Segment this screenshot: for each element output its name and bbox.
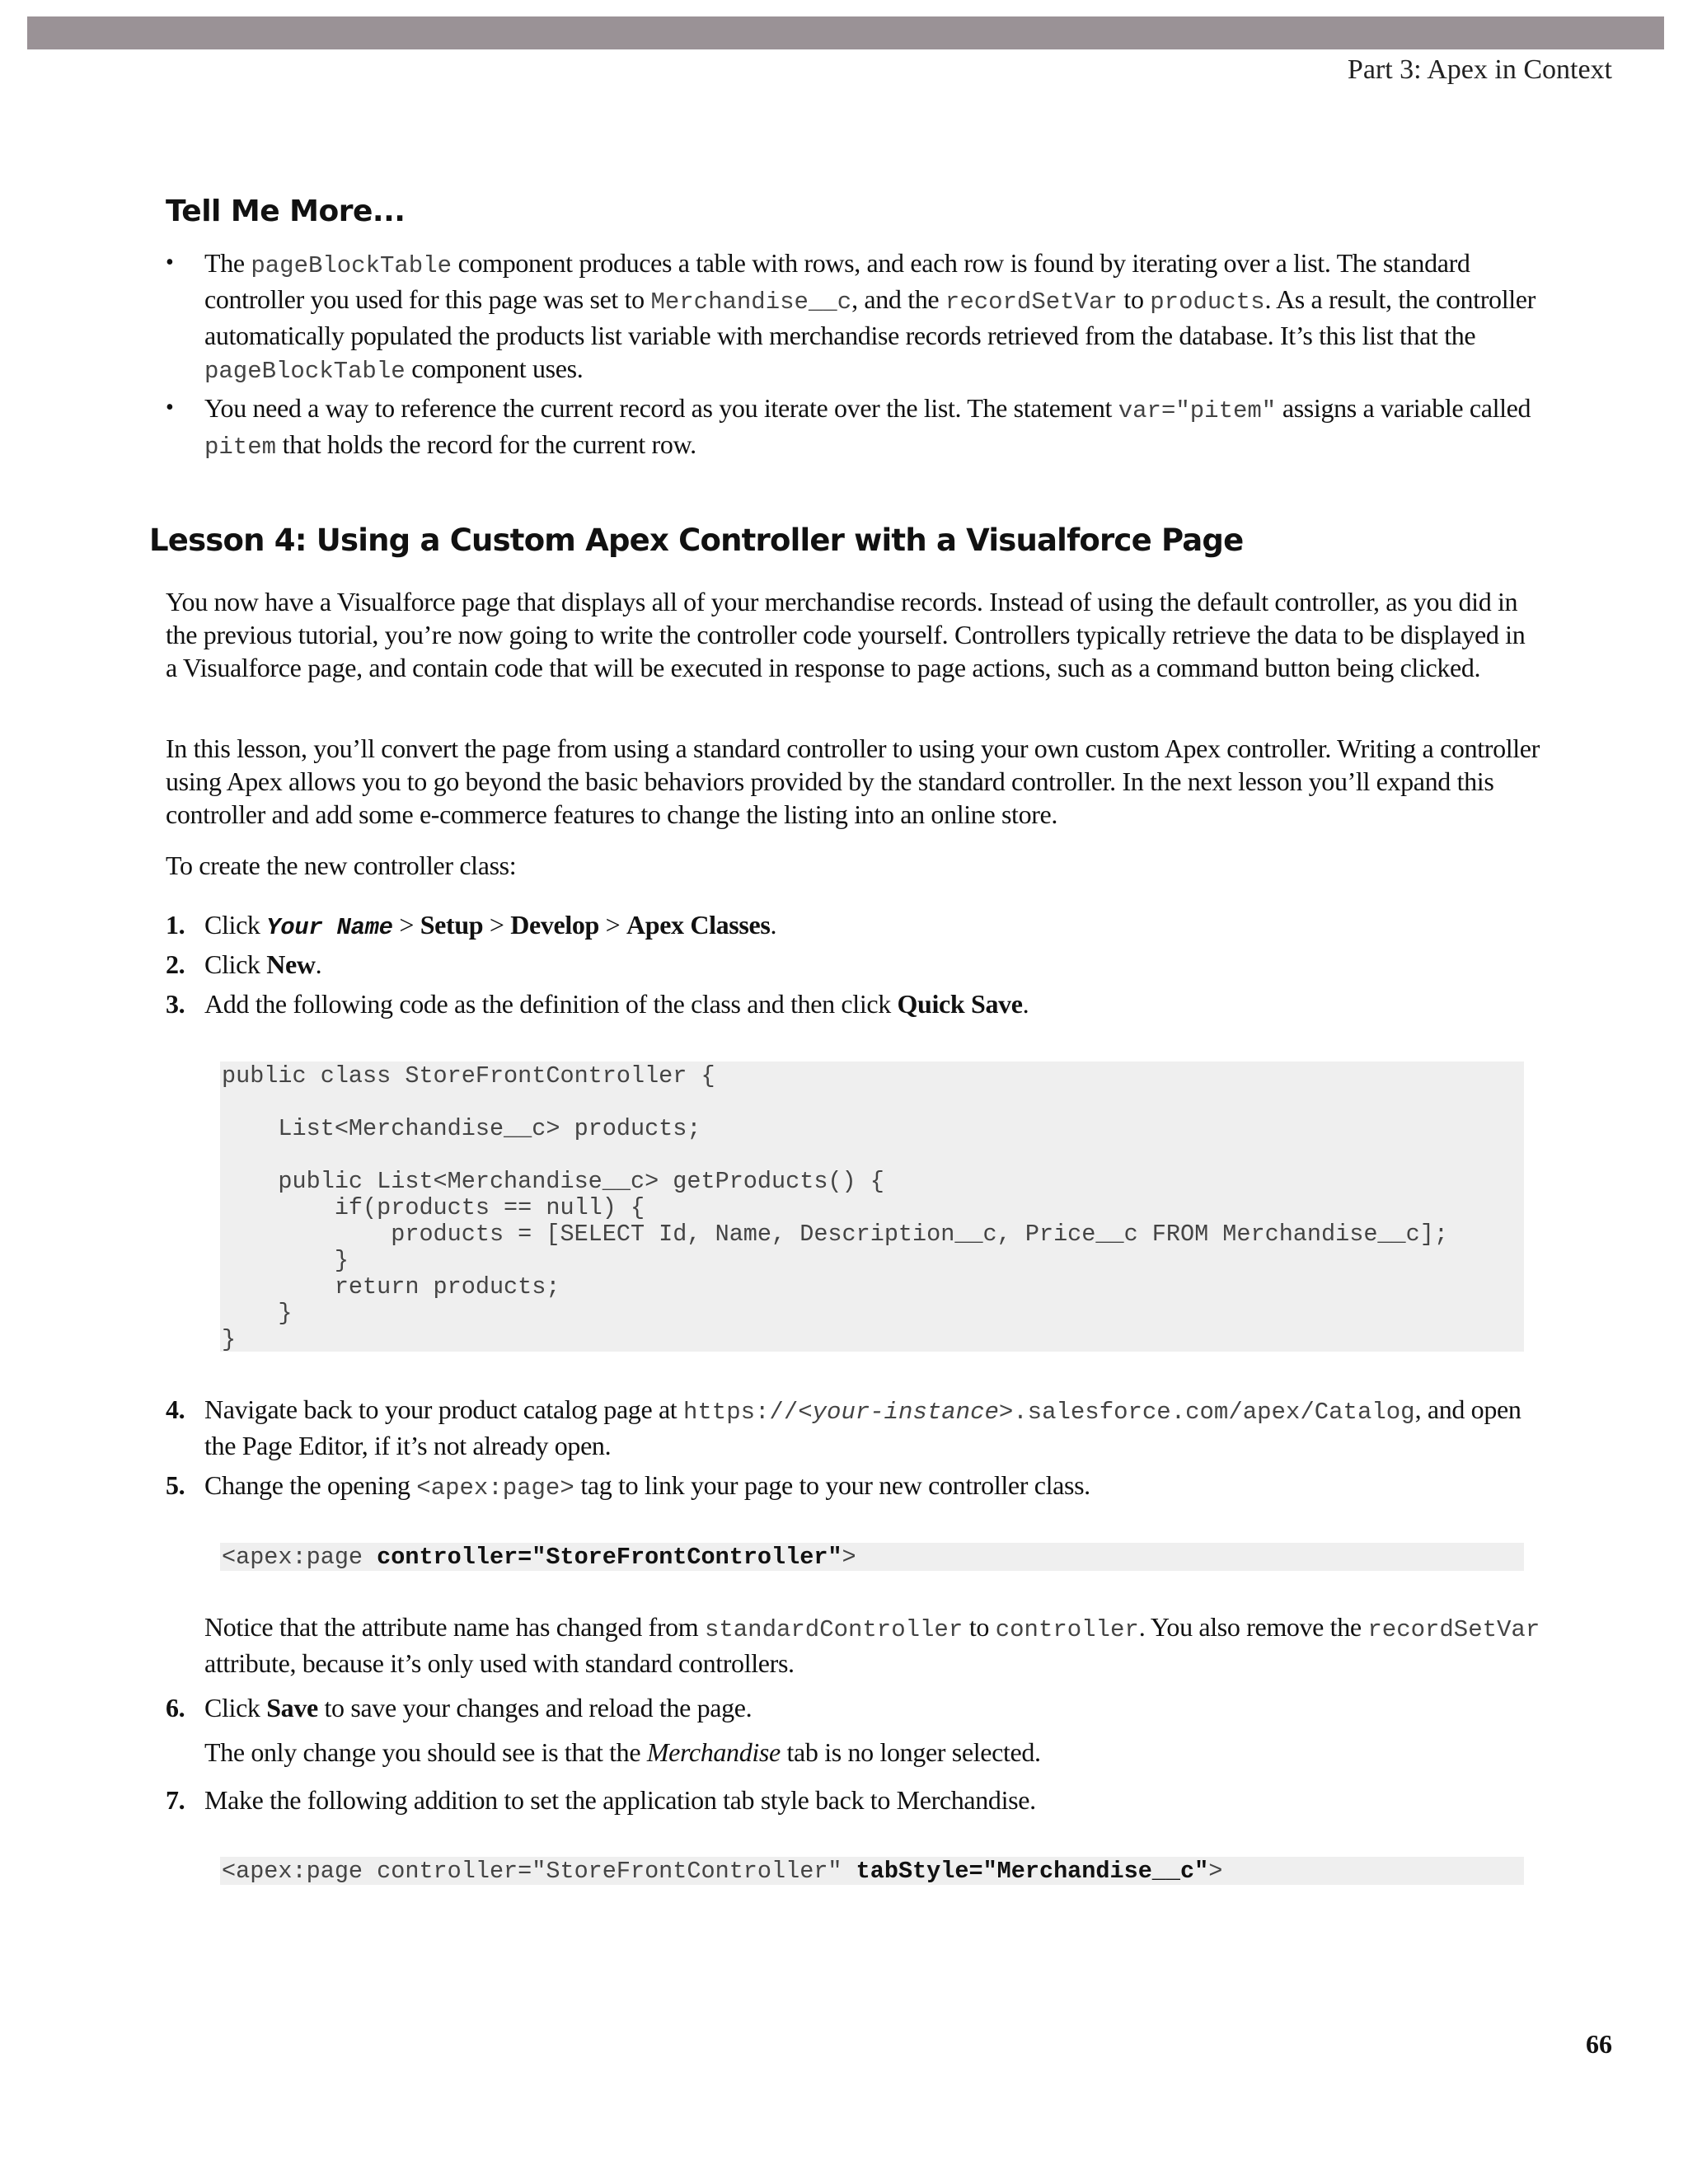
- notice-paragraph: Notice that the attribute name has changed from standardController to controller. You also remove the recordSetVar attribute, because it’s only used with standard controllers.: [204, 1612, 1540, 1678]
- step-2: 2. Click New.: [166, 949, 322, 979]
- step-1: 1. Click Your Name > Setup > Develop > Apex Classes.: [166, 910, 777, 941]
- list-item: • The pageBlockTable component produces a table with rows, and each row is found by iterating over a list. The standard controller you used for this page was set to Merchandise__c, and the recordSetVar to products. As a result, the controller automatically populated the products list variable with merchandise records retrieved from the database. It’s this list that the pageBlockTable component uses.: [166, 246, 1542, 388]
- code-block-tabstyle: <apex:page controller="StoreFrontController" tabStyle="Merchandise__c">: [220, 1857, 1524, 1885]
- step-6-list: [166, 1691, 1542, 1724]
- step-6: 6. Click Save to save your changes and reload the page.: [166, 1693, 753, 1722]
- step-7: 7. Make the following addition to set the application tab style back to Merchandise.: [166, 1785, 1036, 1815]
- tell-me-more-list: [166, 246, 1542, 467]
- code-block-page-tag: <apex:page controller="StoreFrontController">: [220, 1543, 1524, 1571]
- code-block-controller: public class StoreFrontController { List<Merchandise__c> products; public List<Merchandise__c> getProducts() { if(products == null) { products = [SELECT Id, Name, Description__c, Price__c FROM Merchandise__c]; } return products; } }: [220, 1062, 1524, 1352]
- steps-list-a: [166, 908, 1542, 1020]
- page-number: 66: [1586, 2029, 1612, 2059]
- lesson-paragraph-1: You now have a Visualforce page that displays all of your merchandise records. Instead of using the default controller, as you did in the previous tutorial, you’re now going to write the controller code yourself. Controllers typically retrieve the data to be displayed in a Visualforce page, and contain code that will be executed in response to page actions, such as a command button being clicked.: [166, 587, 1526, 682]
- step-7-list: [166, 1783, 1542, 1816]
- running-head: Part 3: Apex in Context: [1347, 54, 1612, 85]
- tell-me-more-heading: Tell Me More...: [166, 194, 406, 228]
- lesson-heading: Lesson 4: Using a Custom Apex Controller with a Visualforce Page: [149, 523, 1244, 558]
- lesson-paragraph-3: To create the new controller class:: [166, 851, 517, 880]
- step-3: 3. Add the following code as the definition of the class and then click Quick Save.: [166, 989, 1029, 1019]
- lesson-paragraph-2: In this lesson, you’ll convert the page from using a standard controller to using your own custom Apex controller. Writing a controller using Apex allows you to go beyond the basic behaviors provided by the standard controller. In the next lesson you’ll expand this controller and add some e-commerce features to change the listing into an online store.: [166, 733, 1540, 829]
- only-change-paragraph: The only change you should see is that the Merchandise tab is no longer selected.: [204, 1737, 1041, 1767]
- steps-list-b: [166, 1393, 1542, 1505]
- step-4: 4. Navigate back to your product catalog page at https://<your-instance>.salesforce.com/apex/Catalog, and open the Page Editor, if it’s not already open.: [166, 1394, 1522, 1460]
- header-bar: [27, 16, 1664, 49]
- step-5: 5. Change the opening <apex:page> tag to link your page to your new controller class.: [166, 1470, 1090, 1502]
- list-item: • You need a way to reference the current record as you iterate over the list. The statement var="pitem" assigns a variable called pitem that holds the record for the current row.: [166, 391, 1542, 464]
